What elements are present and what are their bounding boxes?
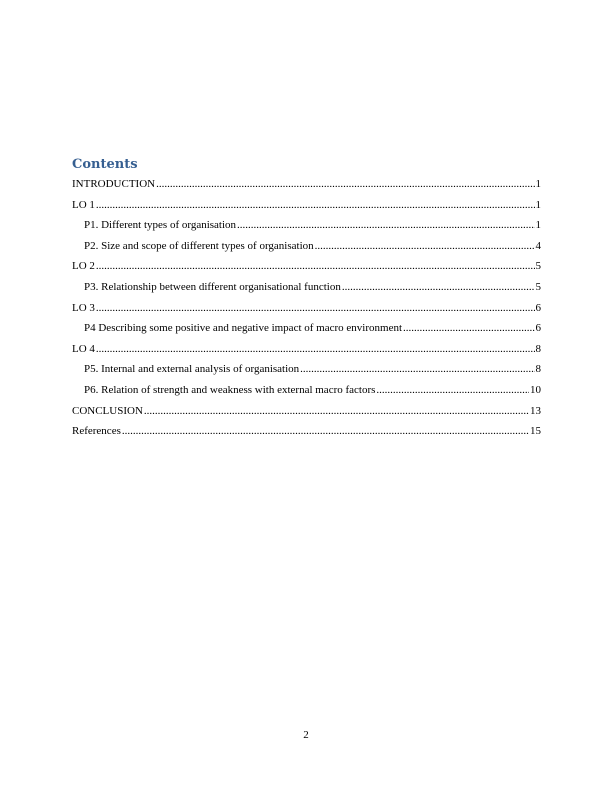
toc-entry-lo4[interactable] <box>72 342 541 363</box>
toc-entry-introduction[interactable] <box>72 177 541 198</box>
toc-dot-leader <box>315 239 535 253</box>
toc-entry-page: 8 <box>535 342 541 355</box>
toc-dot-leader <box>122 424 529 438</box>
toc-entry-label: LO 4 <box>72 342 95 355</box>
toc-entry-page: 5 <box>535 260 541 273</box>
toc-dot-leader <box>144 404 529 418</box>
toc-entry-label: P5. Internal and external analysis of organisation <box>84 363 300 376</box>
toc-entry-references[interactable] <box>72 424 541 445</box>
toc-entry-page: 10 <box>530 383 541 396</box>
toc-entry-page: 1 <box>535 198 541 211</box>
toc-entry-page: 6 <box>535 322 541 335</box>
toc-entry-conclusion[interactable] <box>72 404 541 425</box>
toc-entry-label: P1. Different types of organisation <box>84 219 237 232</box>
toc-entry-page: 8 <box>535 363 541 376</box>
toc-entry-p4[interactable] <box>72 321 541 342</box>
toc-entry-p2[interactable] <box>72 239 541 260</box>
toc-entry-p1[interactable] <box>72 218 541 239</box>
toc-entry-label: LO 1 <box>72 198 95 211</box>
toc-entry-label: P2. Size and scope of different types of organisation <box>84 239 314 252</box>
toc-entry-label: P6. Relation of strength and weakness with external macro factors <box>84 383 376 396</box>
toc-entry-p6[interactable] <box>72 383 541 404</box>
toc-entry-label: CONCLUSION <box>72 404 143 417</box>
toc-dot-leader <box>237 218 534 232</box>
toc-entry-page: 5 <box>535 280 541 293</box>
page-number: 2 <box>303 729 309 741</box>
toc-heading: Contents <box>72 157 138 172</box>
toc-entry-p5[interactable] <box>72 362 541 383</box>
toc-entry-p3[interactable] <box>72 280 541 301</box>
toc-entry-label: LO 2 <box>72 260 95 273</box>
toc-entry-lo2[interactable] <box>72 259 541 280</box>
toc-dot-leader <box>300 362 534 376</box>
toc-dot-leader <box>403 321 534 335</box>
toc-dot-leader <box>342 280 535 294</box>
toc-dot-leader <box>96 301 535 315</box>
toc-entry-label: P4 Describing some positive and negative impact of macro environment <box>84 322 403 335</box>
toc-entry-label: INTRODUCTION <box>72 178 156 190</box>
toc-entry-page: 13 <box>530 404 541 417</box>
toc-dot-leader <box>156 177 534 191</box>
toc-dot-leader <box>96 342 535 356</box>
toc-dot-leader <box>376 383 529 397</box>
toc-dot-leader <box>96 198 535 212</box>
toc-entry-lo3[interactable] <box>72 301 541 322</box>
toc-dot-leader <box>96 259 535 273</box>
toc-entry-page: 1 <box>535 178 541 190</box>
toc-entry-label: P3. Relationship between different organisational function <box>84 280 341 293</box>
table-of-contents <box>72 177 541 445</box>
toc-entry-label: LO 3 <box>72 301 95 314</box>
toc-entry-label: References <box>72 425 121 438</box>
toc-entry-lo1[interactable] <box>72 198 541 219</box>
toc-entry-page: 15 <box>530 425 541 438</box>
toc-entry-page: 4 <box>535 239 541 252</box>
toc-entry-page: 1 <box>535 219 541 232</box>
toc-entry-page: 6 <box>535 301 541 314</box>
